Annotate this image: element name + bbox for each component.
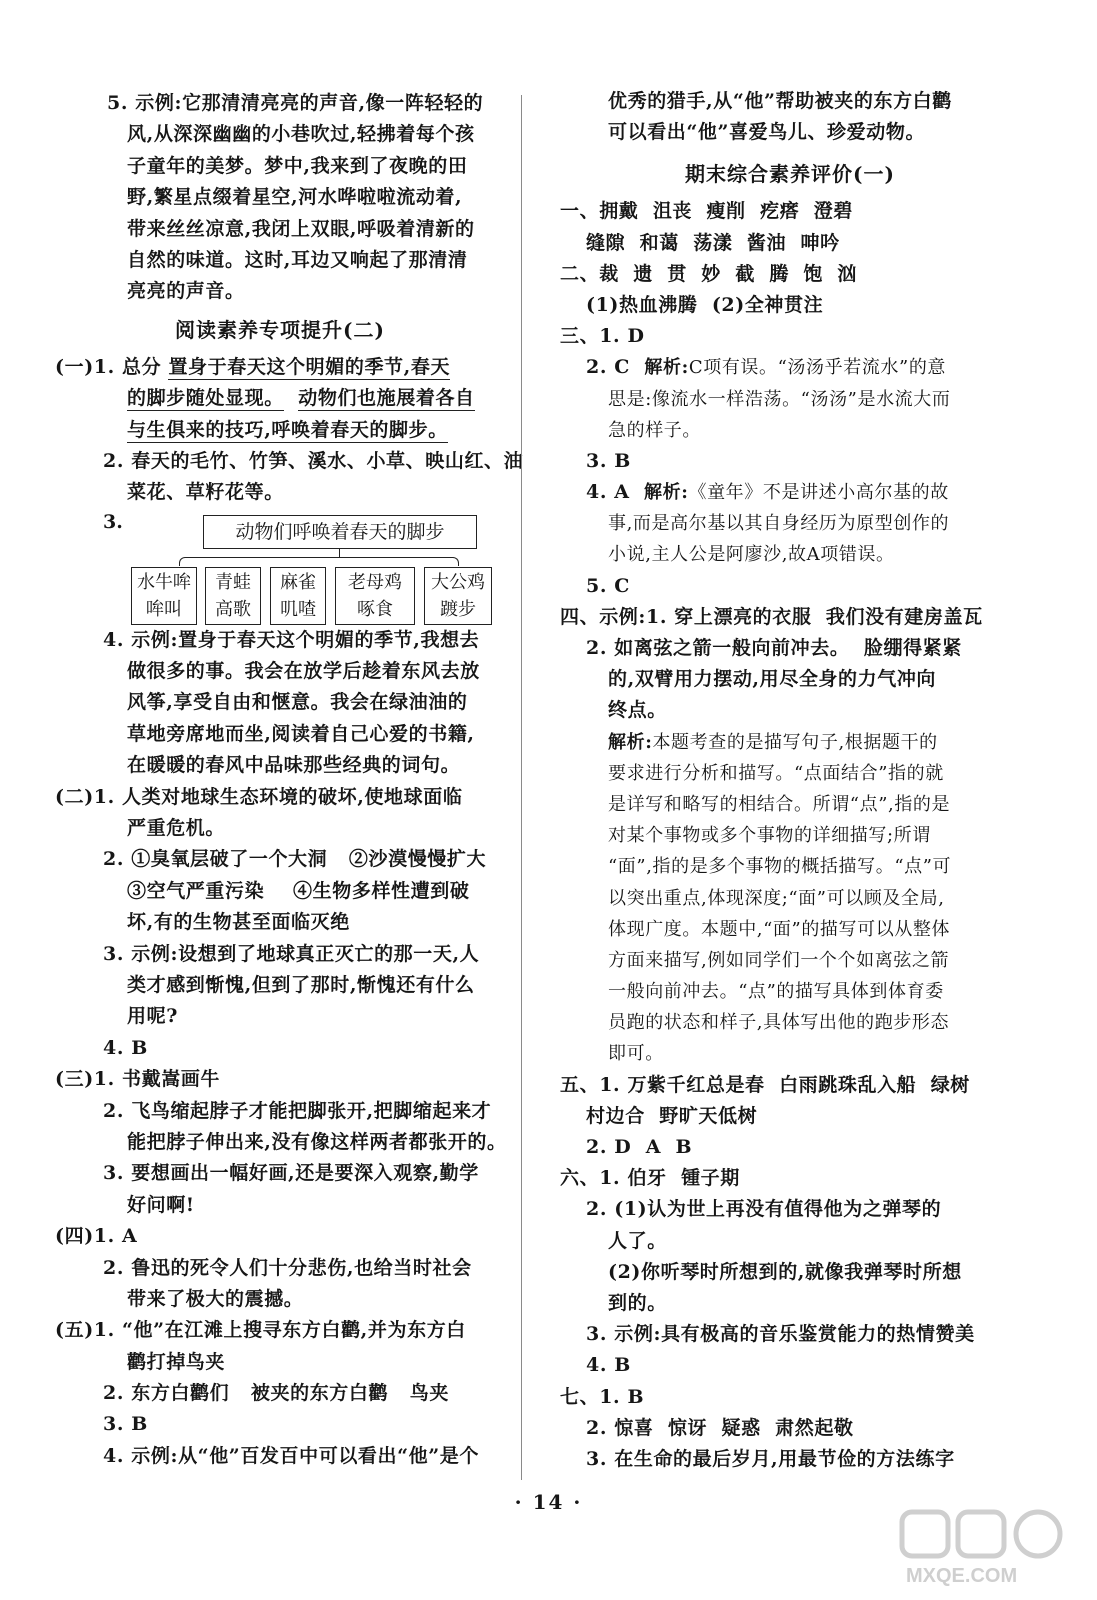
text-line: 3. B (103, 1413, 148, 1436)
text-line: 四、示例:1. 穿上漂亮的衣服 我们没有建房盖瓦 (560, 605, 983, 628)
text-line: 风,从深深幽幽的小巷吹过,轻拂着每个孩 (127, 123, 475, 146)
text-line: 2. 东方白鹳们 被夹的东方白鹳 鸟夹 (103, 1382, 449, 1405)
box-text: 高歌 (215, 598, 251, 620)
analysis-line: 要求进行分析和描写。“点面结合”指的就 (608, 762, 944, 784)
box-text: 大公鸡 (431, 571, 485, 593)
diagram-leaf-box (131, 567, 197, 625)
text-line: 4. 示例:从“他”百发百中可以看出“他”是个 (103, 1444, 479, 1467)
text-line: 2. ①臭氧层破了一个大洞 ②沙漠慢慢扩大 (103, 848, 487, 871)
text-line: 类才感到惭愧,但到了那时,惭愧还有什么 (127, 973, 475, 996)
text-line: 2. (1)认为世上再没有值得他为之弹琴的 (586, 1198, 942, 1221)
text-line: 人了。 (608, 1229, 667, 1252)
analysis-line: 即可。 (608, 1043, 664, 1065)
watermark-logo (898, 1508, 1068, 1588)
analysis-label: 解析: (644, 357, 689, 379)
text-line (55, 383, 505, 414)
diagram-root-box: 动物们呼唤着春天的脚步 (203, 515, 477, 549)
watermark-text: MXQE.COM (906, 1565, 1018, 1587)
text-line: 草地旁席地而坐,阅读着自己心爱的书籍, (127, 722, 475, 745)
text-line: 2. 飞鸟缩起脖子才能把脚张开,把脚缩起来才 (103, 1099, 492, 1122)
text-line: 3. B (586, 449, 631, 472)
box-text: 老母鸡 (348, 571, 402, 593)
text-line: 亮亮的声音。 (127, 280, 245, 303)
flow-diagram (55, 509, 505, 625)
text-line: ③空气严重污染 ④生物多样性遭到破 (127, 879, 470, 902)
underlined-sentence: 置身于春天这个明媚的季节,春天 (168, 355, 451, 378)
text-line (560, 477, 1020, 508)
text-line: 六、1. 伯牙 锺子期 (560, 1167, 740, 1190)
box-text: 麻雀 (280, 571, 316, 593)
column-divider (521, 95, 522, 1480)
analysis-line: “面”,指的是多个事物的概括描写。“点”可 (608, 856, 952, 878)
analysis-label: 解析: (608, 731, 653, 753)
box-text: 水牛哞 (137, 571, 191, 593)
question-number: 3. (103, 510, 123, 533)
analysis-line: 急的样子。 (608, 419, 701, 441)
analysis-text (644, 357, 946, 378)
diagram-bracket (179, 557, 459, 566)
text-line: 2. 惊喜 惊讶 疑惑 肃然起敬 (586, 1416, 854, 1439)
text-line: 五、1. 万紫千红总是春 白雨跳珠乱入船 绿树 (560, 1073, 970, 1096)
text-line (560, 352, 1020, 383)
question-prefix: (一)1. 总分 (55, 355, 169, 378)
text-line (55, 415, 505, 446)
analysis-label: 解析: (644, 482, 689, 504)
text-line: 4. B (103, 1036, 148, 1059)
text-line: 2. 如离弦之箭一般向前冲去。 脸绷得紧紧 (586, 637, 962, 659)
text-line: 可以看出“他”喜爱鸟儿、珍爱动物。 (608, 121, 926, 144)
text-line: 七、1. B (560, 1385, 645, 1408)
text-line: 带来丝丝凉意,我闭上双眼,呼吸着清新的 (127, 217, 475, 240)
analysis-line: 对某个事物或多个事物的详细描写;所谓 (608, 825, 931, 847)
text-line: 5. 示例:它那清清亮亮的声音,像一阵轻轻的 (107, 92, 484, 114)
text-line: 三、1. D (560, 325, 645, 348)
section-title: 期末综合素养评价(一) (685, 162, 895, 187)
right-column (560, 86, 1020, 1475)
analysis-text: 本题考查的是描写句子,根据题干的 (652, 731, 938, 753)
analysis-line (560, 727, 1020, 758)
text-line: 菜花、草籽花等。 (127, 481, 284, 504)
analysis-line: 是详写和略写的相结合。所谓“点”,指的是 (608, 793, 951, 815)
box-text: 啄食 (357, 598, 393, 620)
text-line: 终点。 (608, 699, 667, 722)
text-line: 在暖暖的春风中品味那些经典的词句。 (127, 754, 461, 777)
reading-parts-rest (55, 625, 505, 1473)
text-line: 到的。 (608, 1291, 667, 1314)
underlined-sentence: 与生俱来的技巧,呼唤着春天的脚步。 (127, 418, 448, 441)
text-line: 3. 在生命的最后岁月,用最节俭的方法练字 (586, 1447, 955, 1470)
analysis-line: 小说,主人公是阿廖沙,故A项错误。 (608, 544, 895, 566)
text-line: 用呢? (127, 1005, 178, 1028)
box-text: 叽喳 (280, 598, 316, 620)
text-line: 缝隙 和蔼 荡漾 酱油 呻吟 (586, 231, 840, 254)
text-line: 5. C (586, 574, 630, 597)
box-text: 青蛙 (215, 571, 251, 593)
section-title: 阅读素养专项提升(二) (175, 317, 385, 342)
box-text: 哞叫 (146, 598, 182, 620)
diagram-connector (339, 549, 340, 557)
answer-head: 2. C (586, 356, 645, 379)
text-line: 2. D A B (586, 1136, 693, 1158)
analysis-line: 体现广度。本题中,“面”的描写可以从整体 (608, 918, 951, 940)
text-line: 自然的味道。这时,耳边又响起了那清清 (127, 248, 468, 271)
analysis-line: C项有误。“汤汤乎若流水”的意 (688, 357, 947, 379)
text-line: 3. 示例:设想到了地球真正灭亡的那一天,人 (103, 942, 480, 965)
text-line: 村边合 野旷天低树 (586, 1104, 758, 1127)
analysis-line: 员跑的状态和样子,具体写出他的跑步形态 (608, 1012, 950, 1034)
text-line: 的,双臂用力摆动,用尽全身的力气冲向 (608, 668, 937, 691)
text-line: 子童年的美梦。梦中,我来到了夜晚的田 (127, 154, 468, 177)
text-line: 做很多的事。我会在放学后趁着东风去放 (127, 660, 480, 683)
text-line: 4. 示例:置身于春天这个明媚的季节,我想去 (103, 628, 480, 651)
q5-example-answer (55, 88, 505, 308)
analysis-line: 以突出重点,体现深度;“面”可以顾及全局, (608, 887, 945, 909)
text-line: 4. B (586, 1354, 631, 1377)
analysis-line: 一般向前冲去。“点”的描写具体到体育委 (608, 981, 944, 1003)
text-line: (五)1. “他”在江滩上搜寻东方白鹳,并为东方白 (55, 1319, 466, 1342)
text-line: 好问啊! (127, 1193, 195, 1216)
diagram-leaf-box (335, 567, 415, 625)
text-line: 风筝,享受自由和惬意。我会在绿油油的 (127, 691, 468, 714)
text-line: 二、裁 遗 贯 妙 截 腾 饱 汹 (560, 262, 858, 285)
underlined-sentence: 的脚步随处显现。 (127, 387, 284, 410)
text-line: 严重危机。 (127, 817, 226, 840)
text-line: (2)你听琴时所想到的,就像我弹琴时所想 (608, 1260, 962, 1283)
analysis-line: 思是:像流水一样浩荡。“汤汤”是水流大而 (608, 388, 951, 410)
text-line: 坏,有的生物甚至面临灭绝 (127, 911, 350, 934)
text-line (55, 352, 505, 383)
underlined-sentence: 动物们也施展着各自 (298, 387, 475, 410)
text-line: 能把脖子伸出来,没有像这样两者都张开的。 (127, 1130, 507, 1153)
text-line: (三)1. 书戴嵩画牛 (55, 1068, 221, 1091)
text-line: (四)1. A (55, 1225, 138, 1248)
text-line: 2. 春天的毛竹、竹笋、溪水、小草、映山红、油 (103, 449, 524, 472)
text-line: 3. 要想画出一幅好画,还是要深入观察,勤学 (103, 1162, 479, 1185)
text-line: 3. 示例:具有极高的音乐鉴赏能力的热情赞美 (586, 1323, 975, 1346)
left-column (55, 88, 524, 1472)
reading-part-1 (55, 352, 524, 625)
analysis-line: 事,而是高尔基以其自身经历为原型创作的 (608, 513, 950, 535)
analysis-line: 方面来描写,例如同学们一个个如离弦之箭 (608, 949, 950, 971)
diagram-leaf-box (424, 567, 492, 625)
text-line: (二)1. 人类对地球生态环境的破坏,使地球面临 (55, 785, 463, 808)
box-text: 踱步 (440, 598, 476, 620)
text-line: 优秀的猎手,从“他”帮助被夹的东方白鹳 (608, 90, 952, 112)
text-line: 2. 鲁迅的死令人们十分悲伤,也给当时社会 (103, 1256, 472, 1279)
text-line: 鹳打掉鸟夹 (127, 1350, 226, 1373)
text-line: 一、拥戴 沮丧 瘦削 疙瘩 澄碧 (560, 200, 853, 223)
diagram-leaf-box (270, 567, 326, 625)
text-line: 野,繁星点缀着星空,河水哗啦啦流动着, (127, 186, 463, 209)
analysis-text (644, 482, 949, 503)
text-line: (1)热血沸腾 (2)全神贯注 (586, 293, 824, 316)
text-line: 带来了极大的震撼。 (127, 1287, 304, 1310)
answer-head: 4. A (586, 481, 645, 504)
analysis-line: 《童年》不是讲述小高尔基的故 (688, 482, 949, 504)
diagram-leaf-box (205, 567, 261, 625)
page-number: · 14 · (514, 1490, 583, 1514)
